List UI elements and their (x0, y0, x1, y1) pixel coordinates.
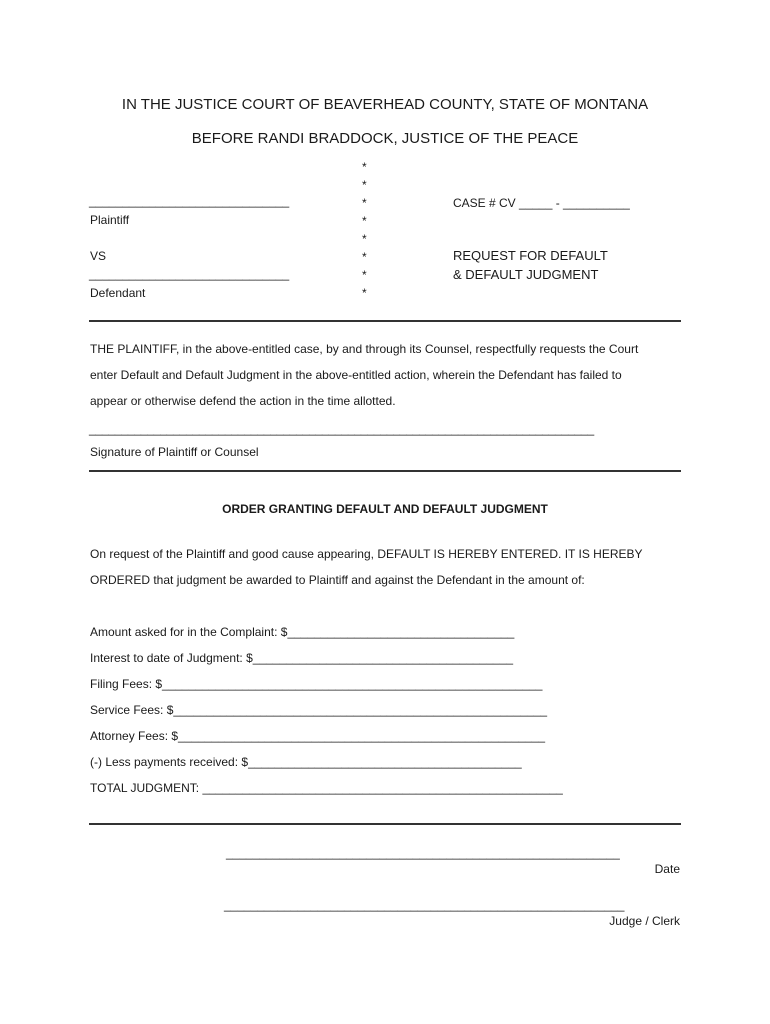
court-title: IN THE JUSTICE COURT OF BEAVERHEAD COUNTY, STATE OF MONTANA (121, 96, 649, 113)
order-paragraph-line: ORDERED that judgment be awarded to Plaintiff and against the Defendant in the amount of: (90, 573, 585, 587)
request-title-line-2: & DEFAULT JUDGMENT (453, 267, 599, 282)
request-title-line-1: REQUEST FOR DEFAULT (453, 248, 608, 263)
request-paragraph-line: enter Default and Default Judgment in the above-entitled action, wherein the Defendant has failed to (90, 368, 622, 382)
plaintiff-blank-line[interactable]: ______________________________ (89, 194, 290, 208)
caption-star: * (362, 196, 367, 210)
defendant-label: Defendant (90, 286, 146, 300)
amount-payments-received-field[interactable]: (-) Less payments received: $_________________________________________ (90, 755, 522, 769)
order-paragraph-line: On request of the Plaintiff and good cause appearing, DEFAULT IS HEREBY ENTERED. IT IS HEREBY (90, 547, 643, 561)
amount-complaint-field[interactable]: Amount asked for in the Complaint: $__________________________________ (90, 625, 515, 639)
amount-filing-fees-field[interactable]: Filing Fees: $_________________________________________________________ (90, 677, 543, 691)
plaintiff-label: Plaintiff (90, 213, 130, 227)
order-title: ORDER GRANTING DEFAULT AND DEFAULT JUDGMENT (222, 502, 548, 516)
case-number-field[interactable]: CASE # CV _____ - __________ (453, 196, 630, 210)
request-paragraph-line: THE PLAINTIFF, in the above-entitled case, by and through its Counsel, respectfully requests the Court (90, 342, 639, 356)
caption-star: * (362, 178, 367, 192)
defendant-blank-line[interactable]: ______________________________ (89, 267, 290, 281)
caption-star: * (362, 160, 367, 174)
section-divider (89, 470, 681, 472)
judge-clerk-label: Judge / Clerk (609, 914, 680, 928)
section-divider (89, 823, 681, 825)
date-blank-line[interactable]: ___________________________________________________________ (226, 846, 620, 860)
justice-line: BEFORE RANDI BRADDOCK, JUSTICE OF THE PEACE (191, 130, 579, 147)
amount-attorney-fees-field[interactable]: Attorney Fees: $_______________________________________________________ (90, 729, 546, 743)
amount-interest-field[interactable]: Interest to date of Judgment: $_______________________________________ (90, 651, 514, 665)
signature-label: Signature of Plaintiff or Counsel (90, 445, 259, 459)
date-label: Date (654, 862, 680, 876)
section-divider (89, 320, 681, 322)
caption-star: * (362, 286, 367, 300)
caption-star: * (362, 250, 367, 264)
caption-star: * (362, 214, 367, 228)
request-paragraph-line: appear or otherwise defend the action in the time allotted. (90, 394, 396, 408)
caption-star: * (362, 232, 367, 246)
caption-star: * (362, 268, 367, 282)
amount-service-fees-field[interactable]: Service Fees: $________________________________________________________ (90, 703, 548, 717)
signature-blank-line[interactable]: ______________________________________________________________________________ (89, 422, 594, 436)
amount-total-judgment-field[interactable]: TOTAL JUDGMENT: ______________________________________________________ (90, 781, 563, 795)
vs-label: VS (90, 249, 107, 263)
judge-blank-line[interactable]: ____________________________________________________________ (224, 898, 625, 912)
